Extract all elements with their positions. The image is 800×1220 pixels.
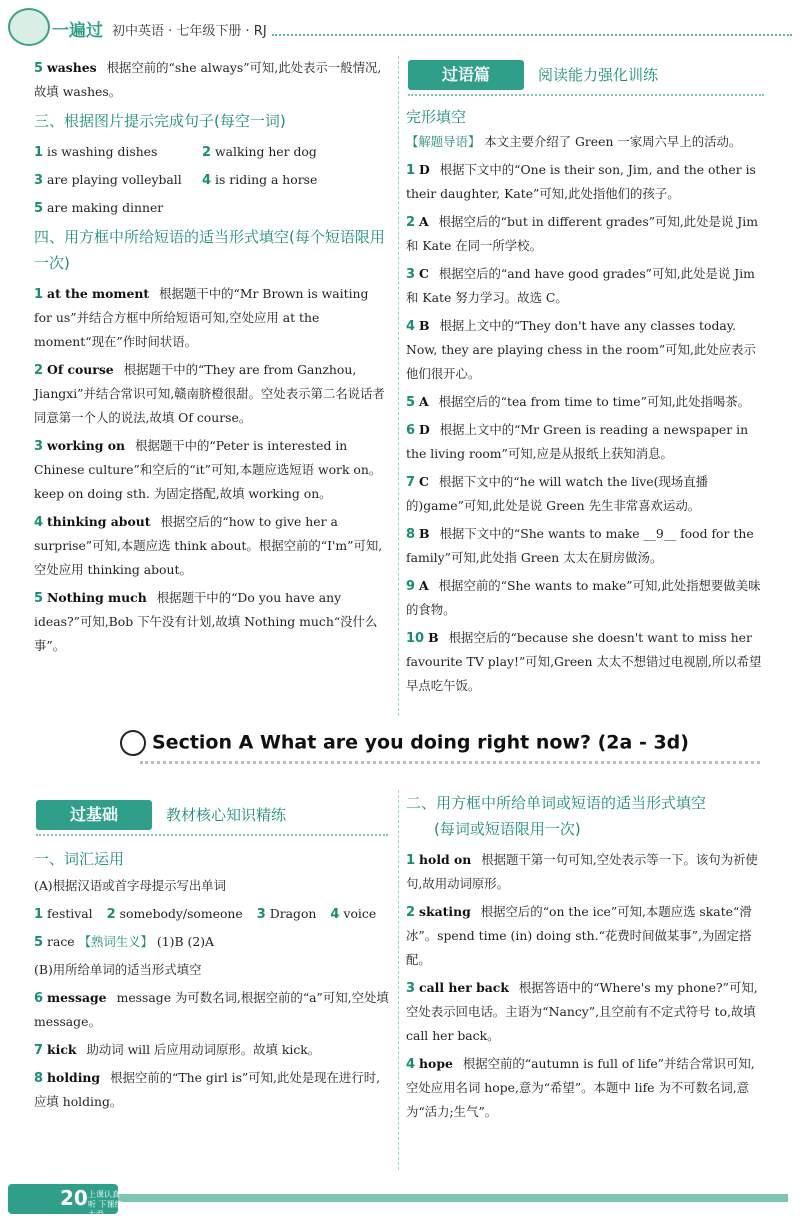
answer-item: 3 call her back 根据答语中的“Where's my phone?”可知,空处表示回电话。主语为“Nancy”,且空前有不定式符号 to,故填 call her back。	[406, 980, 758, 1043]
answer-item: 1 at the moment 根据题干中的“Mr Brown is waiting for us”并结合方框中所给短语可知,空处应用 at the moment“现在”作时间状语。	[34, 286, 369, 349]
banner-rule	[408, 94, 764, 96]
answer-item: 4 B 根据上文中的“They don't have any classes today. Now, they are playing chess in the room”可知,此处应表示他们很开心。	[406, 318, 756, 381]
section-title: Section A What are you doing right now? (2a - 3d)	[120, 730, 689, 756]
answer-item: 2 Of course 根据题干中的“They are from Ganzhou, Jiangxi”并结合常识可知,赣南脐橙很甜。空处表示第二名说话者同意第一个人的说法,故填 Of course。	[34, 362, 385, 425]
answer-item: 3 C 根据空后的“and have good grades”可知,此处是说 Jim 和 Kate 努力学习。故选 C。	[406, 266, 755, 305]
mascot-logo-icon	[8, 8, 50, 46]
left-bottom-column	[34, 846, 392, 1118]
answer-item: 2 skating 根据空后的“on the ice”可知,本题应选 skate“滑冰”。spend time (in) doing sth.“花费时间做某事”,为固定搭配。	[406, 904, 752, 967]
section-rule	[140, 761, 760, 764]
answer-item: 7 C 根据下文中的“he will watch the live(现场直播的)game”可知,此处是说 Green 先生非常喜欢运动。	[406, 474, 709, 513]
section-heading: 二、用方框中所给单词或短语的适当形式填空	[406, 794, 707, 812]
book-title: 初中英语 · 七年级下册 · RJ	[112, 24, 267, 39]
left-top-column	[34, 56, 390, 662]
part-heading: (B)用所给单词的适当形式填空	[34, 962, 202, 977]
answer-item: 1 hold on 根据题干第一句可知,空处表示等一下。该句为祈使句,故用动词原形。	[406, 852, 758, 891]
answer-item: 5 washes 根据空前的“she always”可知,此处表示一般情况,故填 washes。	[34, 60, 382, 99]
section-badge-icon	[120, 730, 146, 756]
reading-banner	[408, 60, 764, 92]
page-footer	[0, 1180, 800, 1218]
section-heading-note: (每词或短语限用一次)	[434, 820, 581, 838]
section-heading: 一、词汇运用	[34, 850, 125, 868]
answer-item: 6 D 根据上文中的“Mr Green is reading a newspaper in the living room”可知,应是从报纸上获知消息。	[406, 422, 749, 461]
page-header	[0, 0, 800, 52]
basics-banner	[36, 800, 388, 832]
answer-item: 7 kick 助动词 will 后应用动词原形。故填 kick。	[34, 1042, 321, 1058]
answer-item: 4 hope 根据空前的“autumn is full of life”并结合常识可知,空处应用名词 hope,意为“希望”。本题中 life 为不可数名词,意为“活力;生气”。	[406, 1056, 755, 1119]
answer-item: 4 thinking about 根据空后的“how to give her a surprise”可知,本题应选 think about。根据空前的“I'm”可知,空处应用 thinking about。	[34, 514, 383, 577]
answer-item: 9 A 根据空前的“She wants to make”可知,此处指想要做美味的食物。	[406, 578, 761, 617]
answer-item: 5 A 根据空后的“tea from time to time”可知,此处指喝茶。	[406, 394, 751, 410]
guide-text: 【解题导语】 本文主要介绍了 Green 一家周六早上的活动。	[406, 134, 742, 149]
answer-row: 1 festival 2 somebody/someone 3 Dragon 4 voice	[34, 906, 377, 922]
banner-tag: 过语篇	[408, 60, 524, 90]
right-top-column	[406, 104, 766, 702]
answer-item: 10 B 根据空后的“because she doesn't want to miss her favourite TV play!”可知,Green 太太不想错过电视剧,所以希望早点吃午饭。	[406, 630, 762, 693]
banner-subtitle: 教材核心知识精练	[166, 806, 287, 824]
header-rule	[272, 34, 792, 36]
part-heading: (A)根据汉语或首字母提示写出单词	[34, 878, 227, 893]
answer-item: 5 Nothing much 根据题干中的“Do you have any ideas?”可知,Bob 下午没有计划,故填 Nothing much“没什么事”。	[34, 590, 378, 653]
answer-item: 5 race 【熟词生义】 (1)B (2)A	[34, 934, 214, 950]
answer-item: 5 are making dinner	[34, 200, 164, 216]
banner-rule	[36, 834, 388, 836]
banner-subtitle: 阅读能力强化训练	[538, 66, 659, 84]
banner-tag: 过基础	[36, 800, 152, 830]
footer-bar	[118, 1194, 788, 1202]
section-heading: 四、用方框中所给短语的适当形式填空(每个短语限用一次)	[34, 228, 385, 272]
answer-item: 1 D 根据下文中的“One is their son, Jim, and the other is their daughter, Kate”可知,此处指他们的孩子。	[406, 162, 756, 201]
brand-name: 一遍过	[52, 21, 103, 41]
answer-item: 8 B 根据下文中的“She wants to make __9__ food for the family”可知,此处指 Green 太太在厨房做汤。	[406, 526, 754, 565]
page-number: 20	[60, 1186, 88, 1210]
answer-item: 8 holding 根据空前的“The girl is”可知,此处是现在进行时,应填 holding。	[34, 1070, 381, 1109]
answer-item: 6 message message 为可数名词,根据空前的“a”可知,空处填 message。	[34, 990, 389, 1029]
answer-row: 1 is washing dishes 2 walking her dog	[34, 144, 317, 160]
answer-item: 2 A 根据空后的“but in different grades”可知,此处是说 Jim 和 Kate 在同一所学校。	[406, 214, 758, 253]
right-bottom-column	[406, 790, 766, 1128]
footer-tip: 上课认真听 下课练太爱	[88, 1190, 123, 1219]
section-heading: 三、根据图片提示完成句子(每空一词)	[34, 112, 286, 130]
answer-item: 3 working on 根据题干中的“Peter is interested in Chinese culture”和空后的“it”可知,本题应选短语 work on。keep on doing sth. 为固定搭配,故填 working on。	[34, 438, 382, 501]
footer-badge	[8, 1184, 123, 1219]
answer-row: 3 are playing volleyball 4 is riding a horse	[34, 172, 318, 188]
column-divider	[398, 790, 399, 1170]
section-heading: 完形填空	[406, 108, 467, 126]
column-divider	[398, 56, 399, 716]
